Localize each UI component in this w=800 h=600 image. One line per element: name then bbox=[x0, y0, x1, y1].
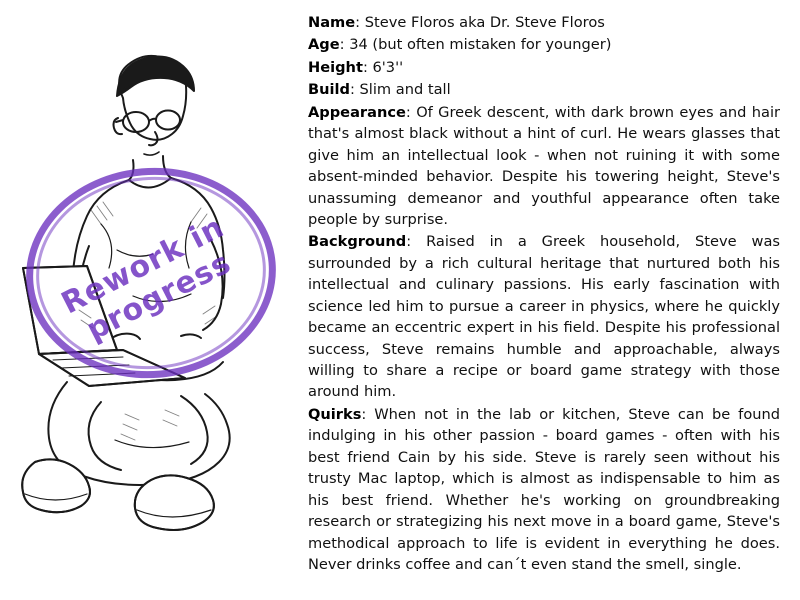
stamp-label: Rework in progress bbox=[55, 209, 237, 348]
character-illustration bbox=[0, 0, 300, 600]
profile-field-background bbox=[308, 231, 780, 403]
profile-field-age bbox=[308, 34, 780, 55]
illustration-column bbox=[0, 0, 300, 600]
field-label-name: Name bbox=[308, 14, 356, 31]
field-value-appearance: Of Greek descent, with dark brown eyes and hair that's almost black without a hint of curl. He wears glasses that give him an intellectual look - when not ruining it with some absent-minded behavior. Despite his towering height, Steve's unassuming demeanor and youthful appearance often take people by surprise. bbox=[308, 103, 780, 228]
field-separator-age: : bbox=[339, 36, 350, 54]
profile-field-quirks bbox=[308, 404, 780, 576]
field-separator-quirks: : bbox=[361, 405, 375, 423]
field-value-build: Slim and tall bbox=[359, 81, 451, 99]
field-label-age: Age bbox=[308, 36, 340, 54]
field-separator-height: : bbox=[362, 58, 373, 76]
man-with-laptop-drawing bbox=[5, 10, 295, 590]
profile-field-build bbox=[308, 79, 780, 100]
field-separator-appearance: : bbox=[405, 103, 417, 121]
field-label-quirks: Quirks bbox=[308, 405, 362, 423]
field-value-background: Raised in a Greek household, Steve was surrounded by a rich cultural heritage that nurtured both his intellectual and culinary passions. His early fascination with science led him to pursue a career in physics, where he quickly became an eccentric expert in his field. Despite his professional success, Steve remains humble and approachable, always willing to share a recipe or board game strategy with those around him. bbox=[308, 233, 780, 401]
profile-field-appearance bbox=[308, 102, 780, 231]
field-separator-background: : bbox=[406, 233, 427, 251]
field-separator-build: : bbox=[349, 81, 360, 99]
field-label-background: Background bbox=[308, 233, 407, 251]
field-label-appearance: Appearance bbox=[308, 103, 406, 121]
field-label-build: Build bbox=[308, 81, 350, 99]
profile-text-column bbox=[300, 0, 800, 600]
field-separator-name: : bbox=[355, 14, 365, 31]
profile-field-height bbox=[308, 57, 780, 78]
field-value-age: 34 (but often mistaken for younger) bbox=[349, 36, 612, 54]
field-label-height: Height bbox=[308, 58, 363, 76]
field-value-height: 6'3'' bbox=[372, 58, 404, 76]
profile-field-name bbox=[308, 12, 780, 33]
field-value-name: Steve Floros aka Dr. Steve Floros bbox=[364, 14, 605, 31]
field-value-quirks: When not in the lab or kitchen, Steve can be found indulging in his other passion - board games - often with his best friend Cain by his side. Steve is rarely seen without his trusty Mac laptop, which is almost as indispensable to him as his best friend. Whether he's working on groundbreaking research or strategizing his next move in a board game, Steve's methodical approach to life is evident in everything he does. Never drinks coffee and can´t even stand the smell, single. bbox=[308, 405, 781, 573]
